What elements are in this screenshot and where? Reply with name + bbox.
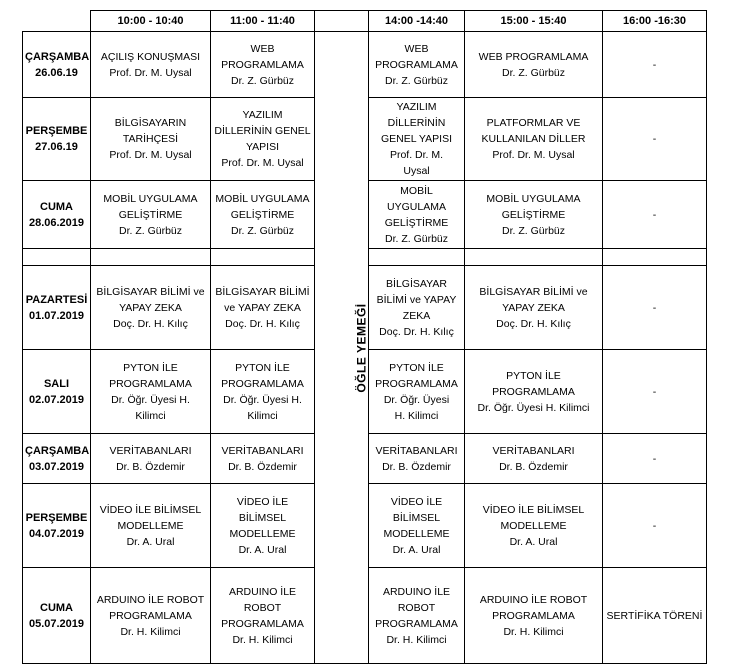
session-line: Dr. Z. Gürbüz xyxy=(230,224,294,237)
session-cell xyxy=(603,484,707,568)
session-cell xyxy=(91,434,211,484)
session-line: Doç. Dr. H. Kılıç xyxy=(113,317,188,330)
day-date: 05.07.2019 xyxy=(28,617,85,630)
session-line: VERİTABANLARI xyxy=(109,444,192,457)
session-line: YAPISI xyxy=(245,141,280,153)
session-cell xyxy=(369,266,465,350)
session-line: - xyxy=(652,519,657,532)
session-line: ARDUINO İLE xyxy=(228,585,297,598)
day-name: ÇARŞAMBA xyxy=(25,444,90,457)
session-line: PYTON İLE xyxy=(235,361,290,374)
session-cell xyxy=(211,568,315,664)
session-line: PROGRAMLAMA xyxy=(221,377,304,390)
session-line: BİLGİSAYAR xyxy=(386,277,447,290)
day-name: CUMA xyxy=(40,601,73,614)
session-line: Dr. H. Kilimci xyxy=(503,625,564,638)
session-cell xyxy=(369,181,465,249)
session-line: MOBİL UYGULAMA xyxy=(215,192,310,205)
session-cell xyxy=(91,266,211,350)
session-cell xyxy=(369,568,465,664)
session-cell xyxy=(91,181,211,249)
session-line: - xyxy=(652,58,657,71)
day-cell xyxy=(23,266,91,350)
day-date: 28.06.2019 xyxy=(28,216,85,229)
session-cell xyxy=(603,568,707,664)
session-cell xyxy=(211,484,315,568)
session-line: Dr. Öğr. Üyesi H. xyxy=(223,393,302,406)
session-line: YAZILIM xyxy=(242,109,283,121)
session-cell xyxy=(603,434,707,484)
session-line: - xyxy=(652,385,657,398)
session-cell xyxy=(465,350,603,434)
session-line: VERİTABANLARI xyxy=(221,444,304,457)
session-line: YAPAY ZEKA xyxy=(502,301,565,314)
session-line: MODELLEME xyxy=(383,527,450,540)
day-cell xyxy=(23,568,91,664)
session-line: VİDEO İLE xyxy=(390,495,443,508)
session-line: ROBOT xyxy=(397,601,436,614)
session-line: Prof. Dr. M. Uysal xyxy=(109,149,192,161)
session-line: ve YAPAY ZEKA xyxy=(224,301,301,314)
session-line: Kilimci xyxy=(247,409,278,422)
schedule-body xyxy=(23,32,707,664)
day-cell xyxy=(23,350,91,434)
session-line: PROGRAMLAMA xyxy=(492,385,575,398)
session-cell xyxy=(211,98,315,181)
session-line: ARDUINO İLE ROBOT xyxy=(96,593,205,606)
session-line: Prof. Dr. M. xyxy=(389,149,444,161)
session-line: Dr. Z. Gürbüz xyxy=(384,74,448,87)
spacer-cell xyxy=(23,249,91,266)
time-slot-5: 16:00 -16:30 xyxy=(603,11,707,32)
day-date: 02.07.2019 xyxy=(28,393,85,406)
session-line: - xyxy=(652,301,657,314)
session-line: PROGRAMLAMA xyxy=(375,58,458,71)
session-line: PROGRAMLAMA xyxy=(221,58,304,71)
day-name: PERŞEMBE xyxy=(25,511,88,524)
session-line: Dr. Z. Gürbüz xyxy=(384,232,448,245)
session-line: Dr. H. Kilimci xyxy=(120,625,181,638)
corner-cell xyxy=(23,11,91,32)
session-line: - xyxy=(652,452,657,465)
session-line: Dr. B. Özdemir xyxy=(228,460,297,473)
session-line: VİDEO İLE xyxy=(236,495,289,508)
session-cell xyxy=(465,484,603,568)
session-cell xyxy=(465,181,603,249)
session-line: Dr. Öğr. Üyesi H. xyxy=(111,393,190,406)
session-line: - xyxy=(652,133,657,145)
session-cell xyxy=(91,484,211,568)
session-line: Dr. B. Özdemir xyxy=(499,460,568,473)
session-cell xyxy=(465,568,603,664)
spacer-cell xyxy=(369,249,465,266)
session-line: DİLLERİNİN GENEL xyxy=(214,125,311,137)
day-cell xyxy=(23,434,91,484)
session-line: MODELLEME xyxy=(117,519,184,532)
session-line: PROGRAMLAMA xyxy=(492,609,575,622)
day-name: PAZARTESİ xyxy=(25,293,88,306)
session-line: AÇILIŞ KONUŞMASI xyxy=(100,50,201,63)
session-line: Dr. B. Özdemir xyxy=(382,460,451,473)
time-slot-4: 15:00 - 15:40 xyxy=(465,11,603,32)
session-line: BİLİMSEL xyxy=(392,511,441,524)
session-line: DİLLERİNİN xyxy=(387,117,446,129)
session-line: PYTON İLE xyxy=(389,361,444,374)
day-name: ÇARŞAMBA xyxy=(25,50,90,63)
session-line: Prof. Dr. M. Uysal xyxy=(109,66,192,79)
session-line: VERİTABANLARI xyxy=(492,444,575,457)
session-line: MODELLEME xyxy=(229,527,296,540)
session-line: WEB xyxy=(250,42,275,55)
spacer-cell xyxy=(465,249,603,266)
day-date: 27.06.19 xyxy=(35,141,78,153)
session-line: BİLGİSAYAR BİLİMİ xyxy=(215,285,310,298)
session-cell xyxy=(91,568,211,664)
time-slot-lunch xyxy=(315,11,369,32)
session-cell xyxy=(465,98,603,181)
session-line: SERTİFİKA TÖRENİ xyxy=(606,609,703,622)
session-cell xyxy=(369,32,465,98)
session-line: UYGULAMA xyxy=(387,200,446,213)
session-line: Dr. Z. Gürbüz xyxy=(118,224,182,237)
session-line: Kilimci xyxy=(135,409,166,422)
day-cell xyxy=(23,32,91,98)
session-line: Dr. Öğr. Üyesi H. Kilimci xyxy=(477,401,590,414)
day-date: 26.06.19 xyxy=(35,66,78,79)
session-line: BİLGİSAYARIN xyxy=(114,117,187,129)
session-cell xyxy=(369,98,465,181)
day-date: 04.07.2019 xyxy=(28,527,85,540)
session-line: Doç. Dr. H. Kılıç xyxy=(225,317,300,330)
session-line: Prof. Dr. M. Uysal xyxy=(492,149,575,161)
session-line: PYTON İLE xyxy=(506,369,561,382)
session-line: GELİŞTİRME xyxy=(230,208,295,221)
session-line: VERİTABANLARI xyxy=(375,444,458,457)
session-cell xyxy=(603,266,707,350)
session-line: ROBOT xyxy=(243,601,282,614)
session-cell xyxy=(465,32,603,98)
session-line: GENEL YAPISI xyxy=(380,133,452,145)
session-line: PROGRAMLAMA xyxy=(375,617,458,630)
session-cell xyxy=(211,350,315,434)
session-line: Dr. Öğr. Üyesi xyxy=(383,393,450,406)
session-line: Dr. Z. Gürbüz xyxy=(501,224,565,237)
session-line: ZEKA xyxy=(402,309,431,322)
time-slot-1: 10:00 - 10:40 xyxy=(91,11,211,32)
session-line: MOBİL UYGULAMA xyxy=(103,192,198,205)
time-slot-2: 11:00 - 11:40 xyxy=(211,11,315,32)
session-line: Dr. H. Kilimci xyxy=(232,633,293,646)
session-line: MOBİL xyxy=(400,184,433,197)
session-line: PLATFORMLAR VE xyxy=(486,117,581,129)
session-cell xyxy=(369,484,465,568)
session-line: Dr. A. Ural xyxy=(126,535,175,548)
day-name: CUMA xyxy=(40,200,73,213)
session-line: BİLGİSAYAR BİLİMİ ve xyxy=(96,285,205,298)
session-cell xyxy=(369,434,465,484)
lunch-label: ÖĞLE YEMEĞİ xyxy=(354,302,369,393)
session-line: BİLİMİ ve YAPAY xyxy=(376,293,457,306)
session-line: - xyxy=(652,208,657,221)
session-cell xyxy=(465,266,603,350)
lunch-break-cell xyxy=(315,32,369,664)
session-line: PROGRAMLAMA xyxy=(221,617,304,630)
day-cell xyxy=(23,98,91,181)
session-cell xyxy=(603,98,707,181)
session-line: Dr. H. Kilimci xyxy=(386,633,447,646)
spacer-cell xyxy=(211,249,315,266)
spacer-cell xyxy=(603,249,707,266)
session-cell xyxy=(91,32,211,98)
session-cell xyxy=(211,434,315,484)
schedule-table xyxy=(22,10,707,664)
session-line: YAPAY ZEKA xyxy=(119,301,182,314)
session-line: GELİŞTİRME xyxy=(384,216,449,229)
time-header-row xyxy=(23,11,707,32)
session-cell xyxy=(369,350,465,434)
time-slot-3: 14:00 -14:40 xyxy=(369,11,465,32)
session-line: Dr. A. Ural xyxy=(238,543,287,556)
session-cell xyxy=(211,181,315,249)
session-line: MODELLEME xyxy=(500,519,567,532)
day-name: SALI xyxy=(43,377,70,390)
session-line: Doç. Dr. H. Kılıç xyxy=(379,325,454,338)
session-cell xyxy=(91,350,211,434)
session-line: PROGRAMLAMA xyxy=(375,377,458,390)
session-line: Prof. Dr. M. Uysal xyxy=(221,157,304,169)
schedule-row xyxy=(23,32,707,98)
session-cell xyxy=(211,32,315,98)
session-line: PYTON İLE xyxy=(123,361,178,374)
session-line: GELİŞTİRME xyxy=(501,208,566,221)
session-line: TARİHÇESİ xyxy=(122,133,179,145)
session-line: Dr. Z. Gürbüz xyxy=(230,74,294,87)
session-line: Dr. A. Ural xyxy=(509,535,558,548)
session-line: WEB xyxy=(404,42,429,55)
session-cell xyxy=(211,266,315,350)
session-cell xyxy=(91,98,211,181)
session-line: MOBİL UYGULAMA xyxy=(486,192,581,205)
session-line: H. Kilimci xyxy=(394,409,439,422)
session-line: Uysal xyxy=(403,165,430,177)
session-line: Dr. Z. Gürbüz xyxy=(501,66,565,79)
session-line: BİLGİSAYAR BİLİMİ ve xyxy=(479,285,588,298)
session-line: PROGRAMLAMA xyxy=(109,609,192,622)
day-date: 03.07.2019 xyxy=(28,460,85,473)
day-name: PERŞEMBE xyxy=(25,125,88,137)
day-cell xyxy=(23,181,91,249)
session-line: BİLİMSEL xyxy=(238,511,287,524)
session-cell xyxy=(603,32,707,98)
day-cell xyxy=(23,484,91,568)
session-line: KULLANILAN DİLLER xyxy=(481,133,586,145)
session-line: GELİŞTİRME xyxy=(118,208,183,221)
session-line: YAZILIM xyxy=(396,101,437,113)
session-line: VİDEO İLE BİLİMSEL xyxy=(99,503,202,516)
day-date: 01.07.2019 xyxy=(28,309,85,322)
session-cell xyxy=(465,434,603,484)
session-line: WEB PROGRAMLAMA xyxy=(478,50,589,63)
session-line: Doç. Dr. H. Kılıç xyxy=(496,317,571,330)
session-line: Dr. B. Özdemir xyxy=(116,460,185,473)
spacer-cell xyxy=(91,249,211,266)
session-line: PROGRAMLAMA xyxy=(109,377,192,390)
session-cell xyxy=(603,181,707,249)
session-line: ARDUINO İLE ROBOT xyxy=(479,593,588,606)
session-cell xyxy=(603,350,707,434)
session-line: Dr. A. Ural xyxy=(392,543,441,556)
session-line: VİDEO İLE BİLİMSEL xyxy=(482,503,585,516)
session-line: ARDUINO İLE xyxy=(382,585,451,598)
